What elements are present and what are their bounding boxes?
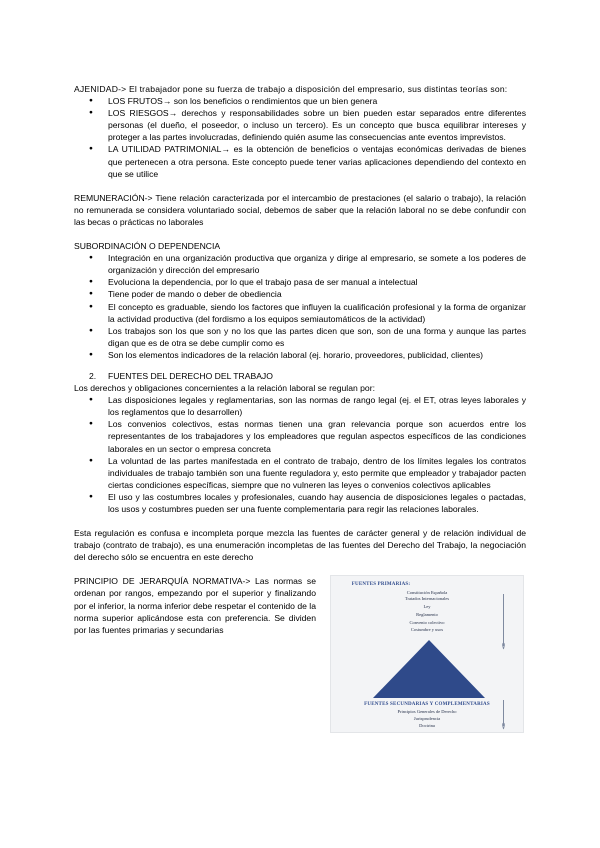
arrow-down-icon [502, 700, 505, 730]
primary-item: Costumbre y usos [410, 627, 444, 633]
document-page [74, 83, 526, 745]
primary-item: Reglamento [416, 612, 438, 618]
primary-sources-heading: FUENTES PRIMARIAS: [351, 582, 411, 588]
fuentes-list [74, 394, 526, 515]
section-title: FUENTES DEL DERECHO DEL TRABAJO [108, 370, 273, 381]
list-item: ● LA UTILIDAD PATRIMONIAL→ es la obtención de beneficios o ventajas económicas derivadas de bienes que pertenecen a otra persona. Este concepto puede tener varias aplicaciones dependiendo del contexto en que se utilice [74, 143, 526, 179]
secondary-sources-heading: FUENTES SECUNDARIAS Y COMPLEMENTARIAS [364, 702, 490, 708]
fuentes-intro: Los derechos y obligaciones concernientes a la relación laboral se regulan por: [74, 383, 375, 394]
pyramid-triangle [373, 640, 485, 698]
section-number: 2. [89, 370, 97, 381]
list-item: ● Tiene poder de mando o deber de obediencia [74, 288, 526, 300]
subordinacion-heading: SUBORDINACIÓN O DEPENDENCIA [74, 241, 221, 252]
list-item: ● El uso y las costumbres locales y profesionales, cuando hay ausencia de disposiciones legales o pactadas, los usos y costumbres pueden ser una fuente complementaria para regir las relaciones laborales. [74, 491, 526, 515]
primary-item: Convenio colectivo [409, 620, 445, 626]
primary-item: Ley [423, 604, 431, 610]
jerarquia-section [74, 575, 526, 745]
list-item: ● Integración en una organización productiva que organiza y dirige al empresario, se somete a los poderes de organización y dirección del empresario [74, 252, 526, 276]
ajenidad-list [74, 95, 526, 180]
jerarquia-paragraph: PRINCIPIO DE JERARQUÍA NORMATIVA-> Las normas se ordenan por rangos, empezando por el superior y finalizando por el inferior, la norma inferior debe respetar el contenido de la norma superior aplicándose esta con preferencia. Se dividen por las fuentes primarias y secundarias [74, 576, 316, 635]
list-item: ● Los convenios colectivos, estas normas tienen una gran relevancia porque son acuerdos entre los representantes de los trabajadores y los empleadores que regulan aspectos específicos de las condiciones laborales en un sector o empresa concreta [74, 418, 526, 454]
section-heading-fuentes [74, 370, 526, 382]
hierarchy-pyramid-figure [330, 575, 524, 733]
remuneracion-paragraph: REMUNERACIÓN-> Tiene relación caracterizada por el intercambio de prestaciones (el salario o trabajo), la relación no remunerada se considera voluntariado social, debemos de saber que la relación laboral no se debe confundir con las becas o prácticas no laborales [74, 192, 526, 227]
list-item: ● Evoluciona la dependencia, por lo que el trabajo pasa de ser manual a intelectual [74, 276, 526, 288]
list-item: ● Los trabajos son los que son y no los que las partes dicen que son, son de una forma y aunque las partes digan que es de otra se debe cumplir como es [74, 325, 526, 349]
ajenidad-paragraph: AJENIDAD-> El trabajador pone su fuerza de trabajo a disposición del empresario, sus distintas teorías son: [74, 84, 508, 94]
secondary-item: Jurisprudencia [413, 716, 441, 722]
list-item: ● El concepto es graduable, siendo los factores que influyen la cualificación profesional y la forma de organizar la actividad productiva (del fordismo a los equipos semiautomáticos de la actividad) [74, 301, 526, 325]
primary-item: Tratados Internacionales [404, 596, 450, 602]
list-item: ● La voluntad de las partes manifestada en el contrato de trabajo, dentro de los límites legales los contratos individuales de trabajo también son una fuente reguladora y, esto permite que empleador y trabajador pacten ciertas condiciones específicas, siempre que no vulneren las leyes o convenios colectivos aplicables [74, 455, 526, 491]
list-item: ● Son los elementos indicadores de la relación laboral (ej. horario, proveedores, publicidad, clientes) [74, 349, 526, 361]
list-item: ● LOS RIESGOS→ derechos y responsabilidades sobre un bien pueden estar separados entre diferentes personas (el dueño, el poseedor, o incluso un tercero). Es un concepto que busca equilibrar intereses y proteger a las partes involucradas, definiendo quién asume las consecuencias ante eventos imprevistos. [74, 107, 526, 143]
primary-item: Constitución Española [406, 590, 448, 596]
subordinacion-list [74, 252, 526, 361]
arrow-down-icon [502, 594, 505, 650]
secondary-item: Doctrina [419, 723, 435, 729]
fuentes-closing-paragraph: Esta regulación es confusa e incompleta porque mezcla las fuentes de carácter general y de relación individual de trabajo (contrato de trabajo), es una enumeración incompletas de las fuentes del Derecho del Trabajo, la negociación del derecho sólo se encuentra en este derecho [74, 528, 526, 563]
secondary-item: Principios Generales de Derecho [397, 709, 457, 715]
list-item: ● Las disposiciones legales y reglamentarias, son las normas de rango legal (ej. el ET, otras leyes laborales y los reglamentos que lo desarrollen) [74, 394, 526, 418]
list-item: ● LOS FRUTOS→ son los beneficios o rendimientos que un bien genera [74, 95, 526, 107]
